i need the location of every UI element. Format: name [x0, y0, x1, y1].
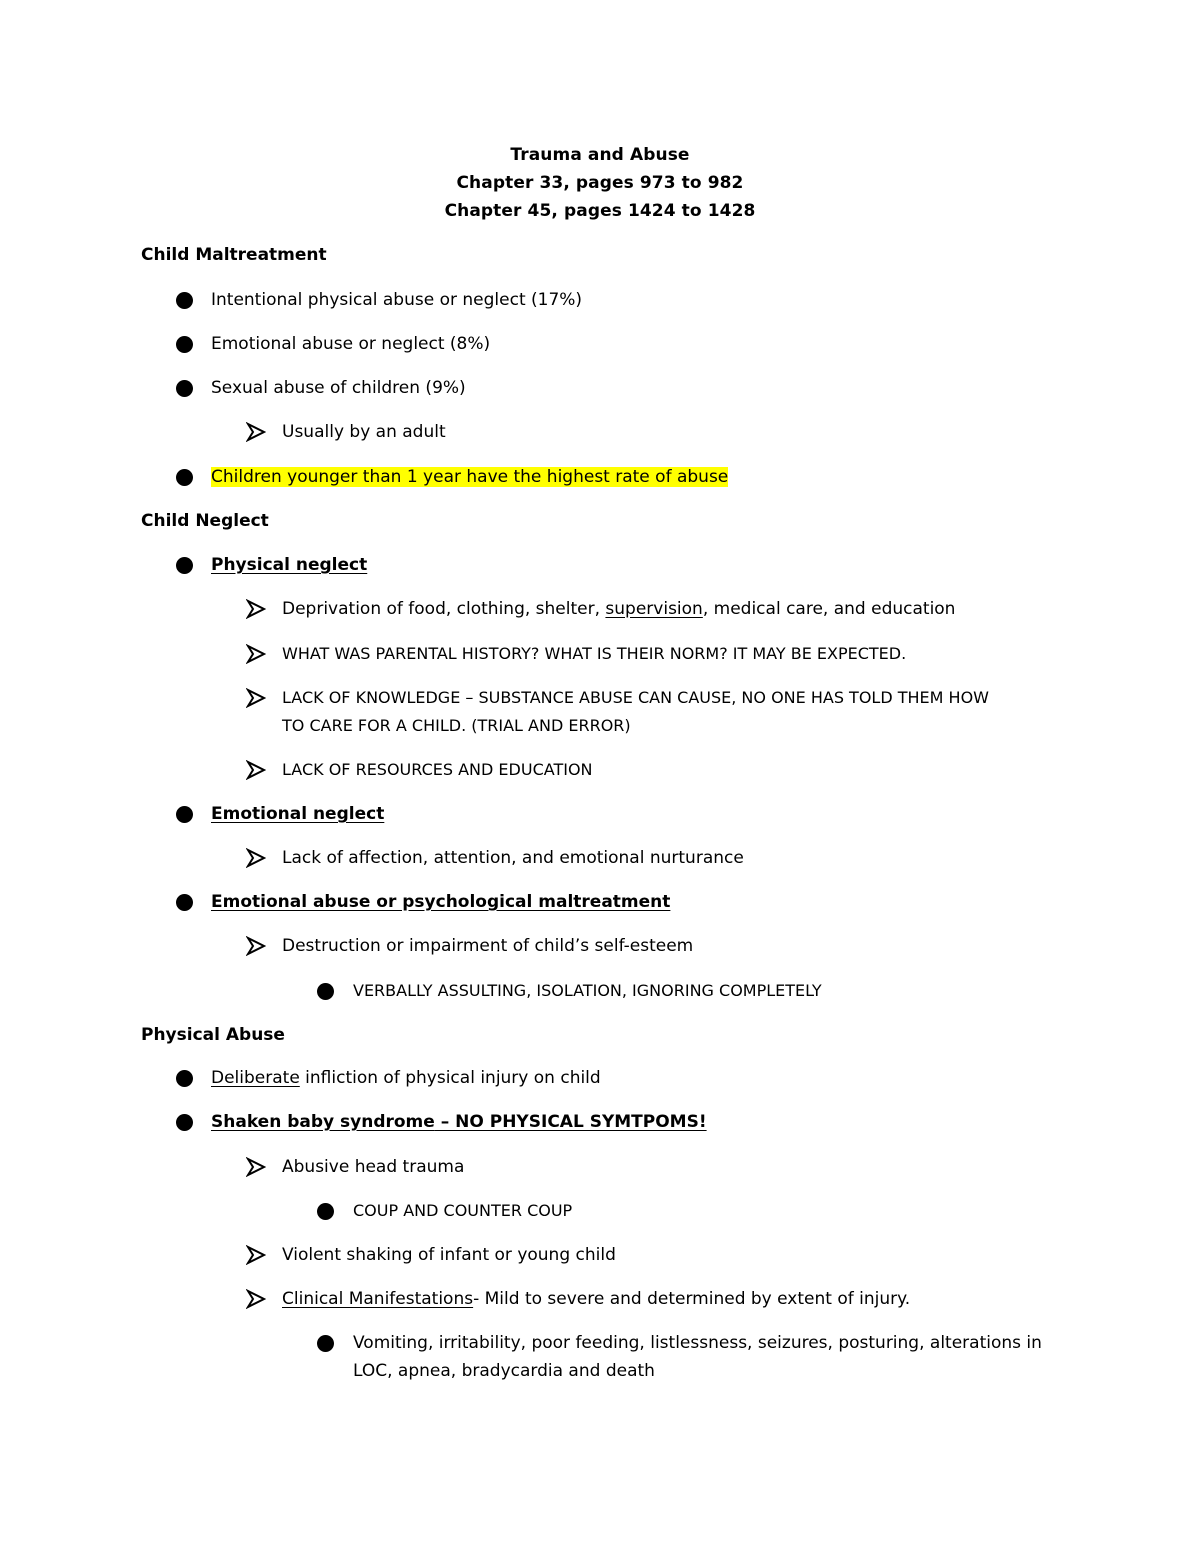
arrow-bullet-icon	[246, 644, 266, 664]
document-title: Trauma and Abuse	[510, 145, 690, 165]
list-subsubitem: VERBALLY ASSULTING, ISOLATION, IGNORING COMPLETELY	[353, 981, 822, 1000]
bullet-dot-icon	[176, 292, 193, 309]
chapter-reference-2: Chapter 45, pages 1424 to 1428	[444, 201, 756, 221]
arrow-bullet-icon	[246, 1245, 266, 1265]
arrow-bullet-icon	[246, 422, 266, 442]
text-segment: - Mild to severe and determined by extent of injury.	[473, 1289, 911, 1309]
list-item-emotional-neglect: Emotional neglect	[211, 804, 385, 824]
heading-physical-abuse: Physical Abuse	[141, 1025, 285, 1045]
list-item: Intentional physical abuse or neglect (17%)	[211, 290, 583, 310]
list-subsubitem-continued: LOC, apnea, bradycardia and death	[353, 1361, 655, 1381]
bullet-dot-icon	[176, 336, 193, 353]
text-segment: infliction of physical injury on child	[299, 1068, 601, 1088]
arrow-bullet-icon	[246, 760, 266, 780]
list-subsubitem: Vomiting, irritability, poor feeding, listlessness, seizures, posturing, alterations in	[353, 1333, 1042, 1353]
bullet-dot-icon	[176, 380, 193, 397]
arrow-bullet-icon	[246, 599, 266, 619]
arrow-bullet-icon	[246, 936, 266, 956]
bullet-dot-icon	[176, 894, 193, 911]
list-subitem	[282, 1285, 910, 1313]
underlined-text: Deliberate	[211, 1068, 300, 1088]
list-subitem: Abusive head trauma	[282, 1157, 465, 1177]
bullet-dot-icon	[176, 469, 193, 486]
text-segment: , medical care, and education	[702, 599, 956, 619]
list-item	[211, 1064, 601, 1092]
bullet-dot-icon	[176, 1070, 193, 1087]
text-segment: Deprivation of food, clothing, shelter,	[282, 599, 606, 619]
list-item: Sexual abuse of children (9%)	[211, 378, 466, 398]
list-subitem: Violent shaking of infant or young child	[282, 1245, 616, 1265]
list-subsubitem: COUP AND COUNTER COUP	[353, 1201, 573, 1220]
bullet-dot-icon	[176, 557, 193, 574]
list-subitem: LACK OF KNOWLEDGE – SUBSTANCE ABUSE CAN CAUSE, NO ONE HAS TOLD THEM HOW	[282, 688, 989, 707]
arrow-bullet-icon	[246, 688, 266, 708]
list-item: Emotional abuse or neglect (8%)	[211, 334, 491, 354]
bullet-dot-icon	[176, 806, 193, 823]
underlined-text: supervision	[605, 599, 703, 619]
heading-child-maltreatment: Child Maltreatment	[141, 245, 327, 265]
list-subitem: LACK OF RESOURCES AND EDUCATION	[282, 760, 593, 779]
list-subitem: Lack of affection, attention, and emotional nurturance	[282, 848, 744, 868]
arrow-bullet-icon	[246, 1157, 266, 1177]
list-item-psychological-maltreatment: Emotional abuse or psychological maltreatment	[211, 892, 671, 912]
bullet-dot-icon	[317, 1203, 334, 1220]
list-item-physical-neglect: Physical neglect	[211, 555, 368, 575]
list-subitem	[282, 595, 955, 623]
list-subitem-continued: TO CARE FOR A CHILD. (TRIAL AND ERROR)	[282, 716, 631, 735]
bullet-dot-icon	[176, 1114, 193, 1131]
list-subitem: Usually by an adult	[282, 422, 446, 442]
chapter-reference-1: Chapter 33, pages 973 to 982	[456, 173, 744, 193]
bullet-dot-icon	[317, 1335, 334, 1352]
arrow-bullet-icon	[246, 848, 266, 868]
list-item-shaken-baby	[211, 1108, 707, 1136]
list-subitem: Destruction or impairment of child’s self-esteem	[282, 936, 694, 956]
highlighted-text: Children younger than 1 year have the highest rate of abuse	[211, 467, 729, 487]
text-segment: – NO PHYSICAL SYMTPOMS!	[434, 1112, 707, 1132]
arrow-bullet-icon	[246, 1289, 266, 1309]
highlighted-list-item	[211, 463, 728, 491]
text-segment: Shaken baby syndrome	[211, 1112, 435, 1132]
list-subitem: WHAT WAS PARENTAL HISTORY? WHAT IS THEIR NORM? IT MAY BE EXPECTED.	[282, 644, 907, 663]
bullet-dot-icon	[317, 983, 334, 1000]
underlined-text: Clinical Manifestations	[282, 1289, 474, 1309]
heading-child-neglect: Child Neglect	[141, 511, 269, 531]
